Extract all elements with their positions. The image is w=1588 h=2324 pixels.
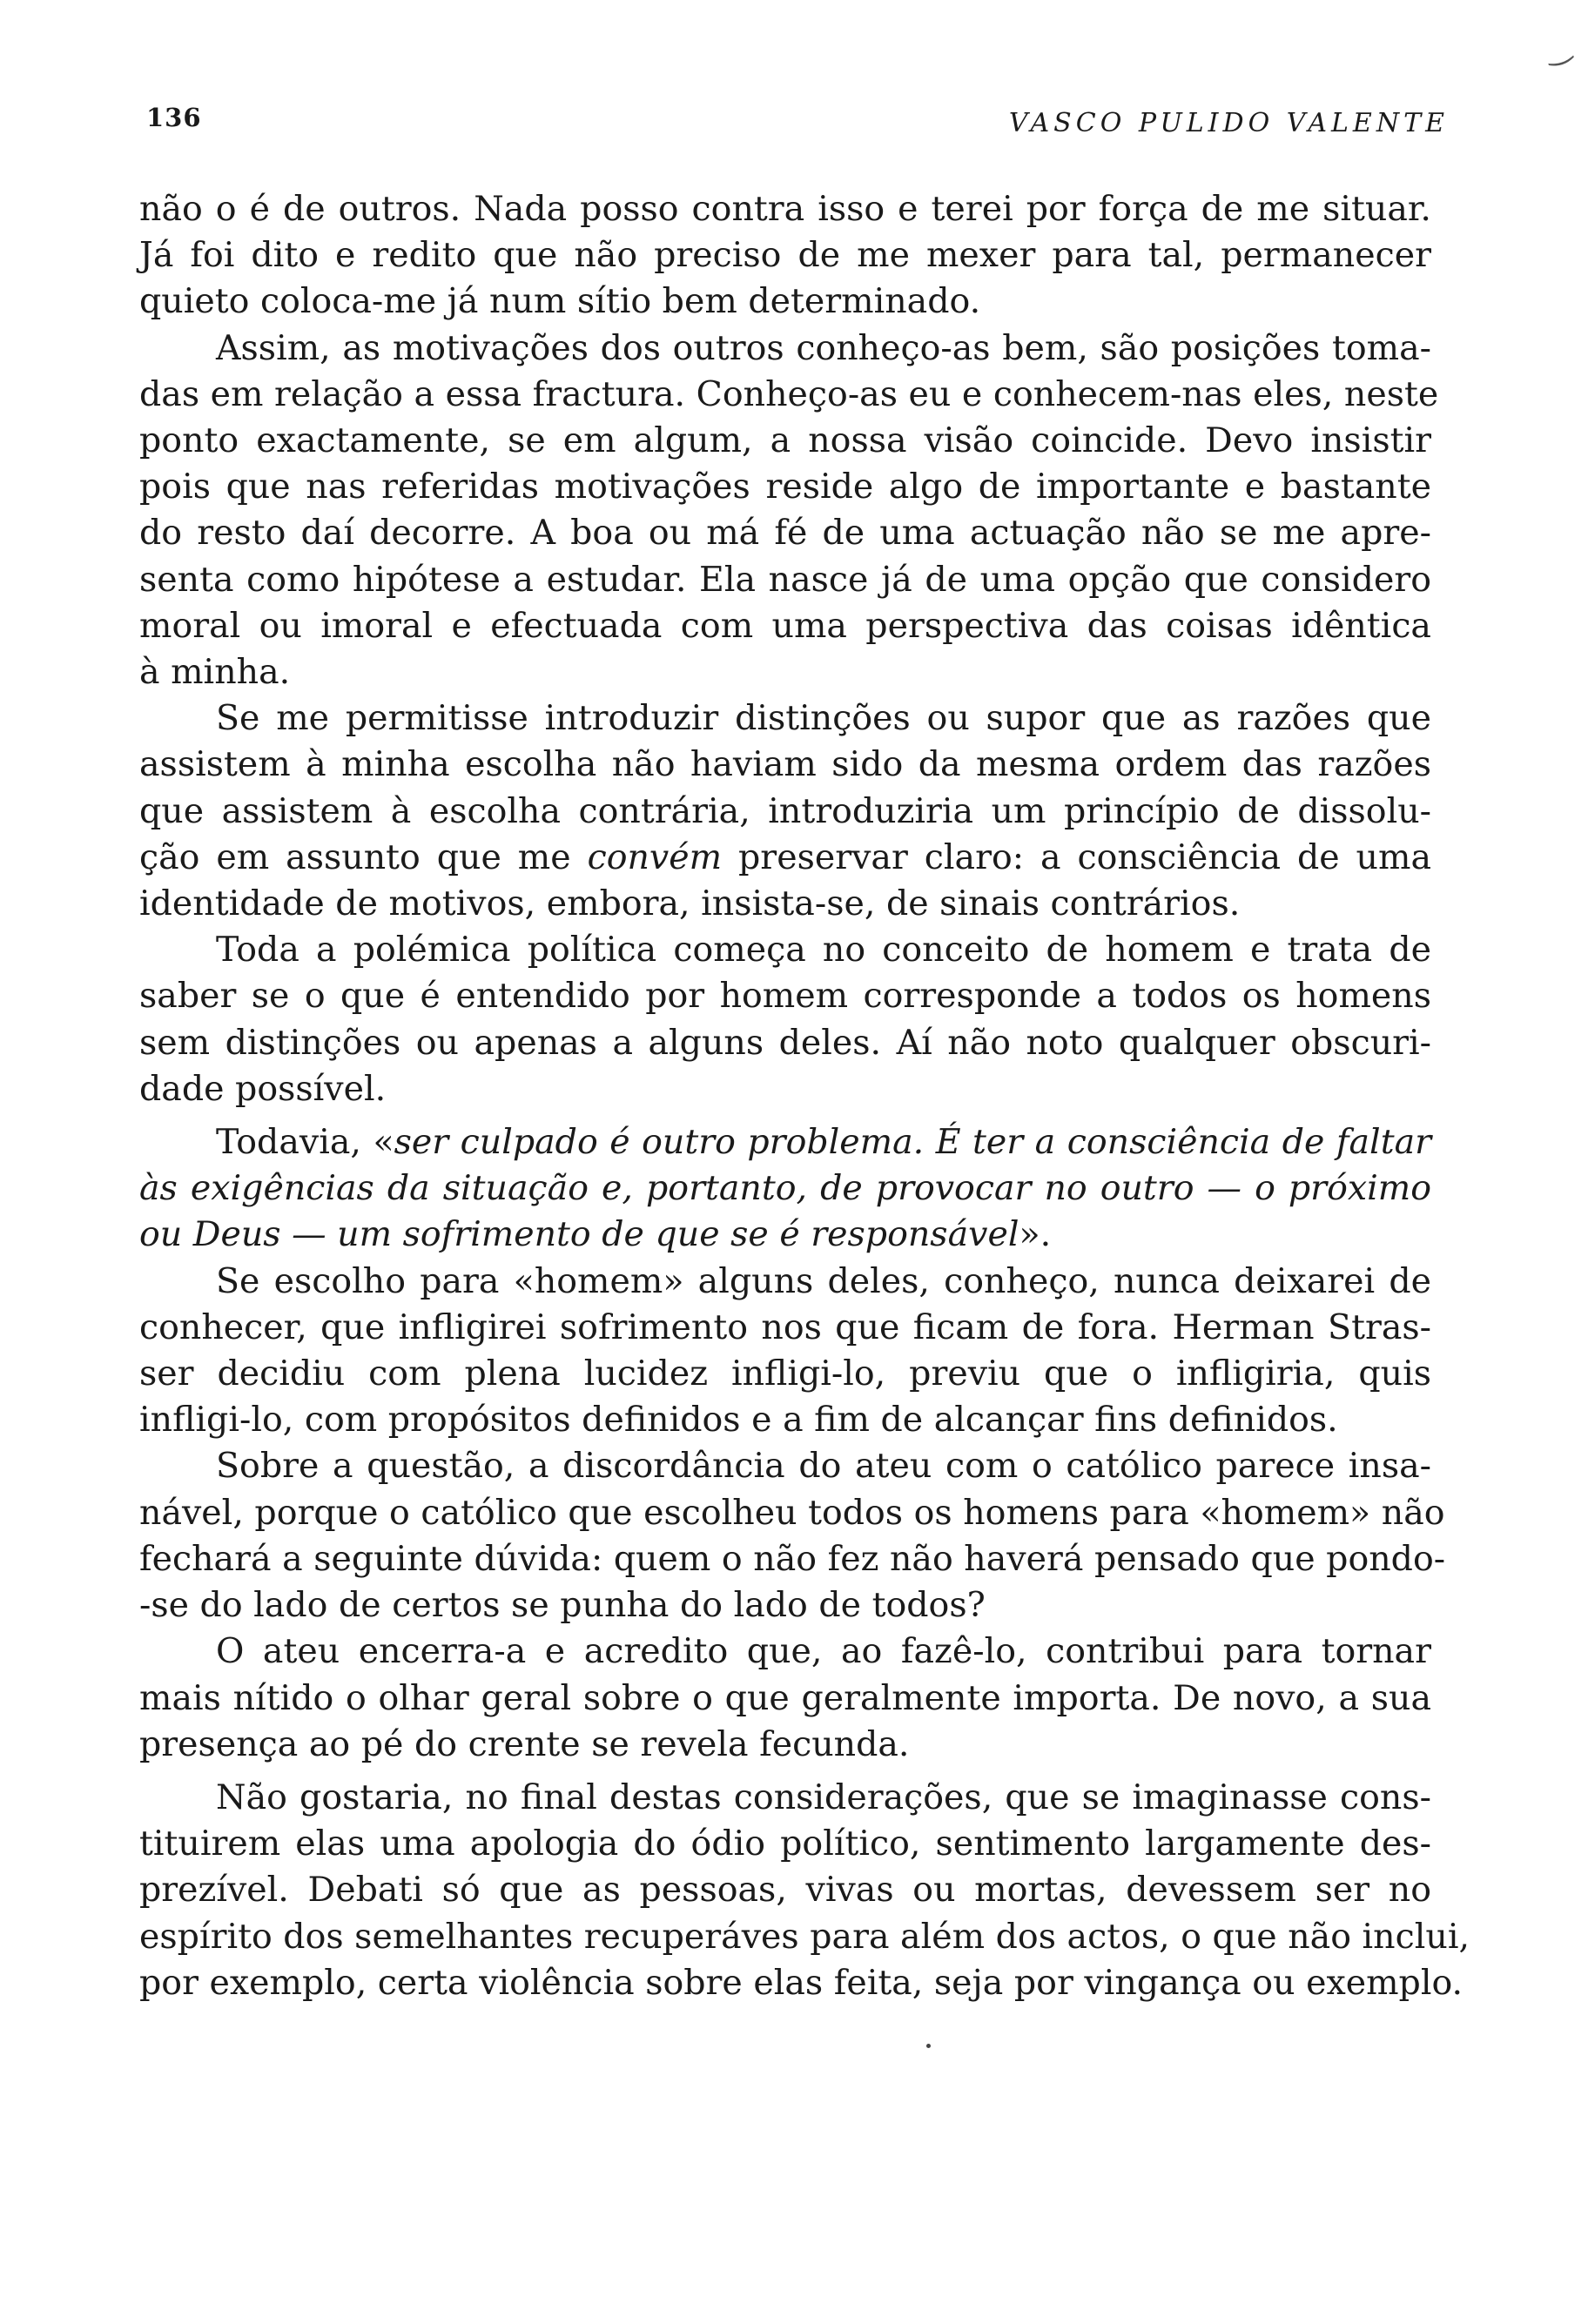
text-line: assistem à minha escolha não haviam sido da mesma ordem das razões: [139, 744, 1431, 785]
text-fragment: ».: [1019, 1214, 1052, 1255]
text-line: senta como hipótese a estudar. Ela nasce já de uma opção que considero: [139, 559, 1431, 600]
text-line: ponto exactamente, se em algum, a nossa visão coincide. Devo insistir: [139, 420, 1431, 461]
spacer: [139, 1112, 1431, 1119]
paragraph: [139, 1775, 1470, 2006]
text-line: do resto daí decorre. A boa ou má fé de uma actuação não se me apre-: [139, 513, 1431, 554]
text-fragment: preservar claro: a consciência de uma: [722, 836, 1431, 877]
running-head: VASCO PULIDO VALENTE: [1008, 108, 1449, 138]
ink-dot: [926, 2044, 931, 2048]
quote-text: ou Deus — um sofrimento de que se é responsável: [139, 1214, 1019, 1255]
text-line: [139, 835, 1431, 881]
text-line: tituirem elas uma apologia do ódio político, sentimento largamente des-: [139, 1824, 1431, 1864]
text-line: Não gostaria, no final destas considerações, que se imaginasse cons-: [216, 1777, 1431, 1817]
paragraph: [139, 1629, 1431, 1768]
paragraph: [139, 326, 1439, 696]
text-line: [139, 1119, 1431, 1165]
text-line: O ateu encerra-a e acredito que, ao fazê-lo, contribui para tornar: [216, 1631, 1431, 1672]
text-line: dade possível.: [139, 1068, 387, 1109]
text-line: identidade de motivos, embora, insista-se, de sinais contrários.: [139, 883, 1241, 924]
text-line: prezível. Debati só que as pessoas, vivas ou mortas, devessem ser no: [139, 1870, 1431, 1911]
text-line: conhecer, que infligirei sofrimento nos que ficam de fora. Herman Stras-: [139, 1306, 1431, 1347]
text-line: que assistem à escolha contrária, introduziria um princípio de dissolu-: [139, 790, 1431, 831]
text-line: infligi-lo, com propósitos definidos e a fim de alcançar fins definidos.: [139, 1400, 1338, 1441]
italic-word: convém: [587, 836, 723, 877]
text-fragment: Todavia, «: [216, 1122, 394, 1163]
text-line: das em relação a essa fractura. Conheço-as eu e conhecem-nas eles, neste: [139, 373, 1439, 414]
text-fragment: ção em assunto que me: [139, 836, 588, 877]
text-line: espírito dos semelhantes recuperáves para além dos actos, o que não inclui,: [139, 1916, 1470, 1957]
text-line: à minha.: [139, 652, 291, 693]
text-line: não o é de outros. Nada posso contra isso e terei por força de me situar.: [139, 189, 1431, 229]
text-line: ser decidiu com plena lucidez infligi-lo, previu que o infligiria, quis: [139, 1353, 1431, 1394]
ink-mark: ‿: [1540, 28, 1574, 70]
text-line: Toda a polémica política começa no conceito de homem e trata de: [216, 930, 1431, 971]
body-text: [139, 186, 1470, 2006]
text-line: sem distinções ou apenas a alguns deles. Aí não noto qualquer obscuri-: [139, 1022, 1431, 1063]
text-line: Se me permitisse introduzir distinções ou supor que as razões que: [216, 698, 1431, 739]
text-line: por exemplo, certa violência sobre elas feita, seja por vingança ou exemplo.: [139, 1962, 1464, 2003]
text-line: mais nítido o olhar geral sobre o que geralmente importa. De novo, a sua: [139, 1677, 1431, 1718]
spacer: [139, 1768, 1431, 1775]
paragraph: [139, 695, 1431, 927]
text-line: Se escolho para «homem» alguns deles, conheço, nunca deixarei de: [216, 1260, 1431, 1301]
quote-text: ser culpado é outro problema. É ter a consciência de faltar: [394, 1122, 1431, 1163]
text-line: saber se o que é entendido por homem corresponde a todos os homens: [139, 976, 1431, 1017]
paragraph: [139, 186, 1431, 326]
text-line: [139, 1212, 1431, 1258]
text-line: quieto coloca-me já num sítio bem determinado.: [139, 281, 981, 322]
paragraph: [139, 1259, 1431, 1444]
text-line: pois que nas referidas motivações reside algo de importante e bastante: [139, 467, 1431, 507]
text-line: Assim, as motivações dos outros conheço-as bem, são posições toma-: [216, 327, 1431, 368]
text-line: -se do lado de certos se punha do lado de todos?: [139, 1585, 986, 1626]
paragraph: [139, 927, 1431, 1112]
text-line: presença ao pé do crente se revela fecunda.: [139, 1723, 910, 1764]
text-line: nável, porque o católico que escolheu todos os homens para «homem» não: [139, 1492, 1445, 1533]
quote-line: às exigências da situação e, portanto, de provocar no outro — o próximo: [139, 1168, 1431, 1209]
paragraph: [139, 1443, 1446, 1629]
text-line: Sobre a questão, a discordância do ateu com o católico parece insa-: [216, 1446, 1431, 1487]
text-line: Já foi dito e redito que não preciso de me mexer para tal, permanecer: [139, 235, 1431, 276]
paragraph-quote: [139, 1119, 1431, 1259]
text-line: moral ou imoral e efectuada com uma perspectiva das coisas idêntica: [139, 605, 1431, 646]
page-header: [138, 103, 1449, 141]
text-line: fechará a seguinte dúvida: quem o não fez não haverá pensado que pondo-: [139, 1538, 1446, 1579]
page-number: 136: [146, 103, 202, 132]
